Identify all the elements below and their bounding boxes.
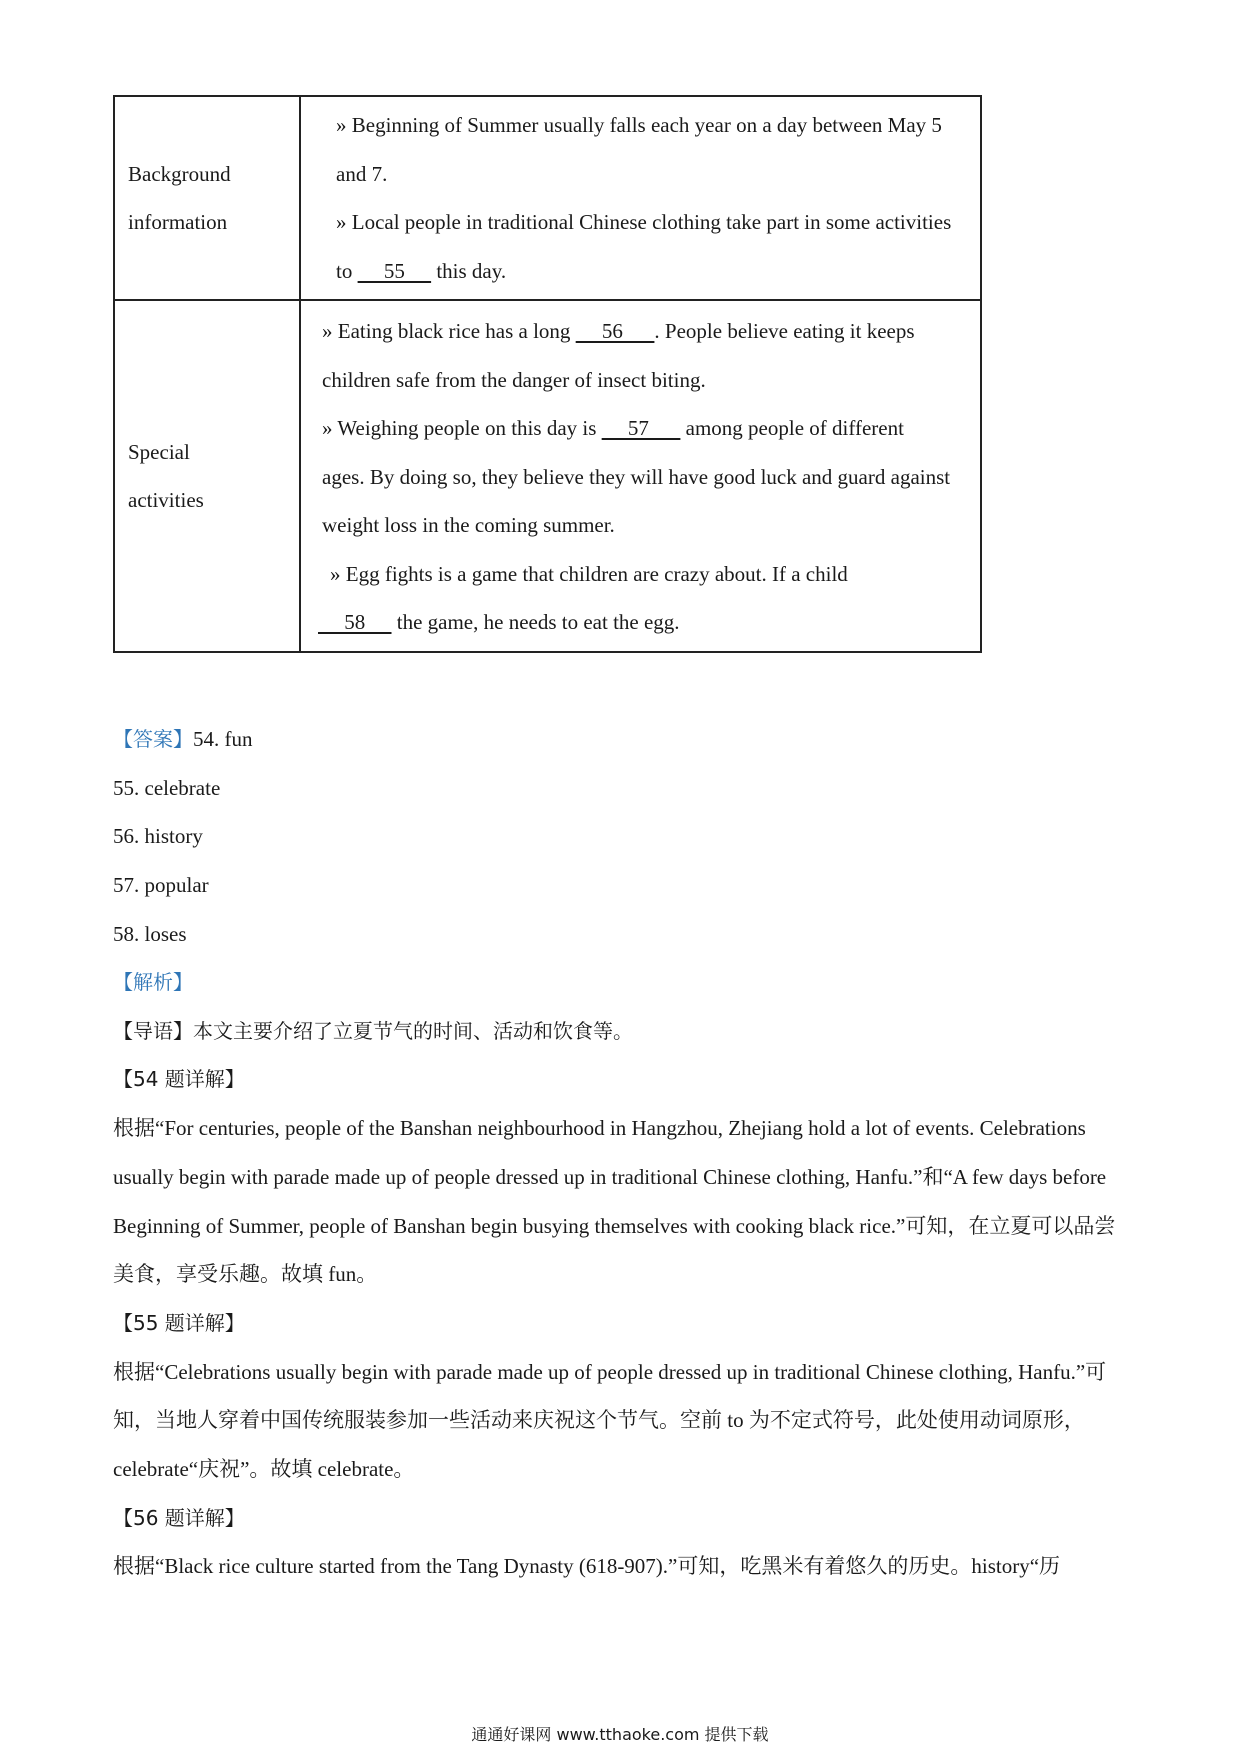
text-line <box>318 247 970 296</box>
page-footer: 通通好课网 www.tthaoke.com 提供下载 <box>471 1725 769 1744</box>
content-special <box>300 300 981 652</box>
text-fragment: this day. <box>431 258 507 283</box>
text-fragment: » Eating black rice has a long <box>322 319 576 343</box>
blank-58: 58 <box>318 610 392 634</box>
text-line: » Beginning of Summer usually falls each year on a day between May 5 <box>336 113 942 137</box>
blank-55: 55 <box>357 258 432 283</box>
explanation-56: 根据“Black rice culture started from the Tang Dynasty (618-907).”可知，吃黑米有着悠久的历史。history“历 <box>113 1554 1061 1579</box>
blank-57: 57 <box>601 416 681 440</box>
answer-58: 58. loses <box>113 921 187 946</box>
label-line: Special <box>128 439 190 464</box>
text-fragment: among people of different <box>680 416 904 440</box>
text-line: ages. By doing so, they believe they will have good luck and guard against <box>322 464 951 489</box>
label-background <box>114 96 300 300</box>
answer-tag: 【答案】 <box>113 727 193 751</box>
text-line: children safe from the danger of insect biting. <box>322 367 706 392</box>
text-line: weight loss in the coming summer. <box>322 513 615 537</box>
text-line: » Egg fights is a game that children are crazy about. If a child <box>330 561 848 586</box>
text-fragment: to <box>336 258 358 283</box>
heading-54: 【54 题详解】 <box>113 1067 245 1092</box>
label-line: activities <box>128 487 204 512</box>
table-row-background <box>114 96 981 300</box>
blank-56: 56 <box>575 319 655 343</box>
text-line <box>318 404 970 453</box>
text-line <box>318 307 970 356</box>
label-line: information <box>128 210 228 234</box>
answer-54 <box>113 715 1133 764</box>
explanation-55: 根据“Celebrations usually begin with parade made up of people dressed up in traditional Chinese clothing, Hanfu.”可知，当地人穿着中国传统服装参加一些活动来庆祝这个节气。空前 to 为不定式符号，此处使用动词原形，celebrate“庆祝”。故填 celebrate。 <box>113 1359 1107 1482</box>
answer-55: 55. celebrate <box>113 775 221 800</box>
content-background <box>300 96 981 300</box>
analysis-section <box>113 958 1133 1591</box>
explanation-54: 根据“For centuries, people of the Banshan neighbourhood in Hangzhou, Zhejiang hold a lot of events. Celebrations usually begin with parade made up of people dressed up in traditional Chinese clothing, Hanfu.”和“A few days before Beginning of Summer, people of Banshan begin busying themselves with cooking black rice.”可知，在立夏可以品尝美食，享受乐趣。故填 fun。 <box>113 1116 1116 1287</box>
analysis-intro: 【导语】本文主要介绍了立夏节气的时间、活动和饮食等。 <box>113 1018 633 1043</box>
text-fragment: . People believe eating it keeps <box>654 319 915 343</box>
label-line: Background <box>128 162 231 186</box>
text-line: and 7. <box>336 161 388 186</box>
answer-text: 54. fun <box>193 727 253 751</box>
text-line: » Local people in traditional Chinese clothing take part in some activities <box>336 210 952 234</box>
answers-section <box>113 715 1133 959</box>
heading-55: 【55 题详解】 <box>113 1310 245 1335</box>
table-row-special <box>114 300 981 652</box>
text-fragment: the game, he needs to eat the egg. <box>391 610 680 634</box>
answer-56: 56. history <box>113 824 203 849</box>
text-fragment: » Weighing people on this day is <box>322 416 602 440</box>
answer-57: 57. popular <box>113 873 209 898</box>
analysis-tag: 【解析】 <box>113 970 193 994</box>
label-special <box>114 300 300 652</box>
text-line <box>318 598 970 647</box>
heading-56: 【56 题详解】 <box>113 1505 245 1530</box>
info-table <box>113 95 982 653</box>
